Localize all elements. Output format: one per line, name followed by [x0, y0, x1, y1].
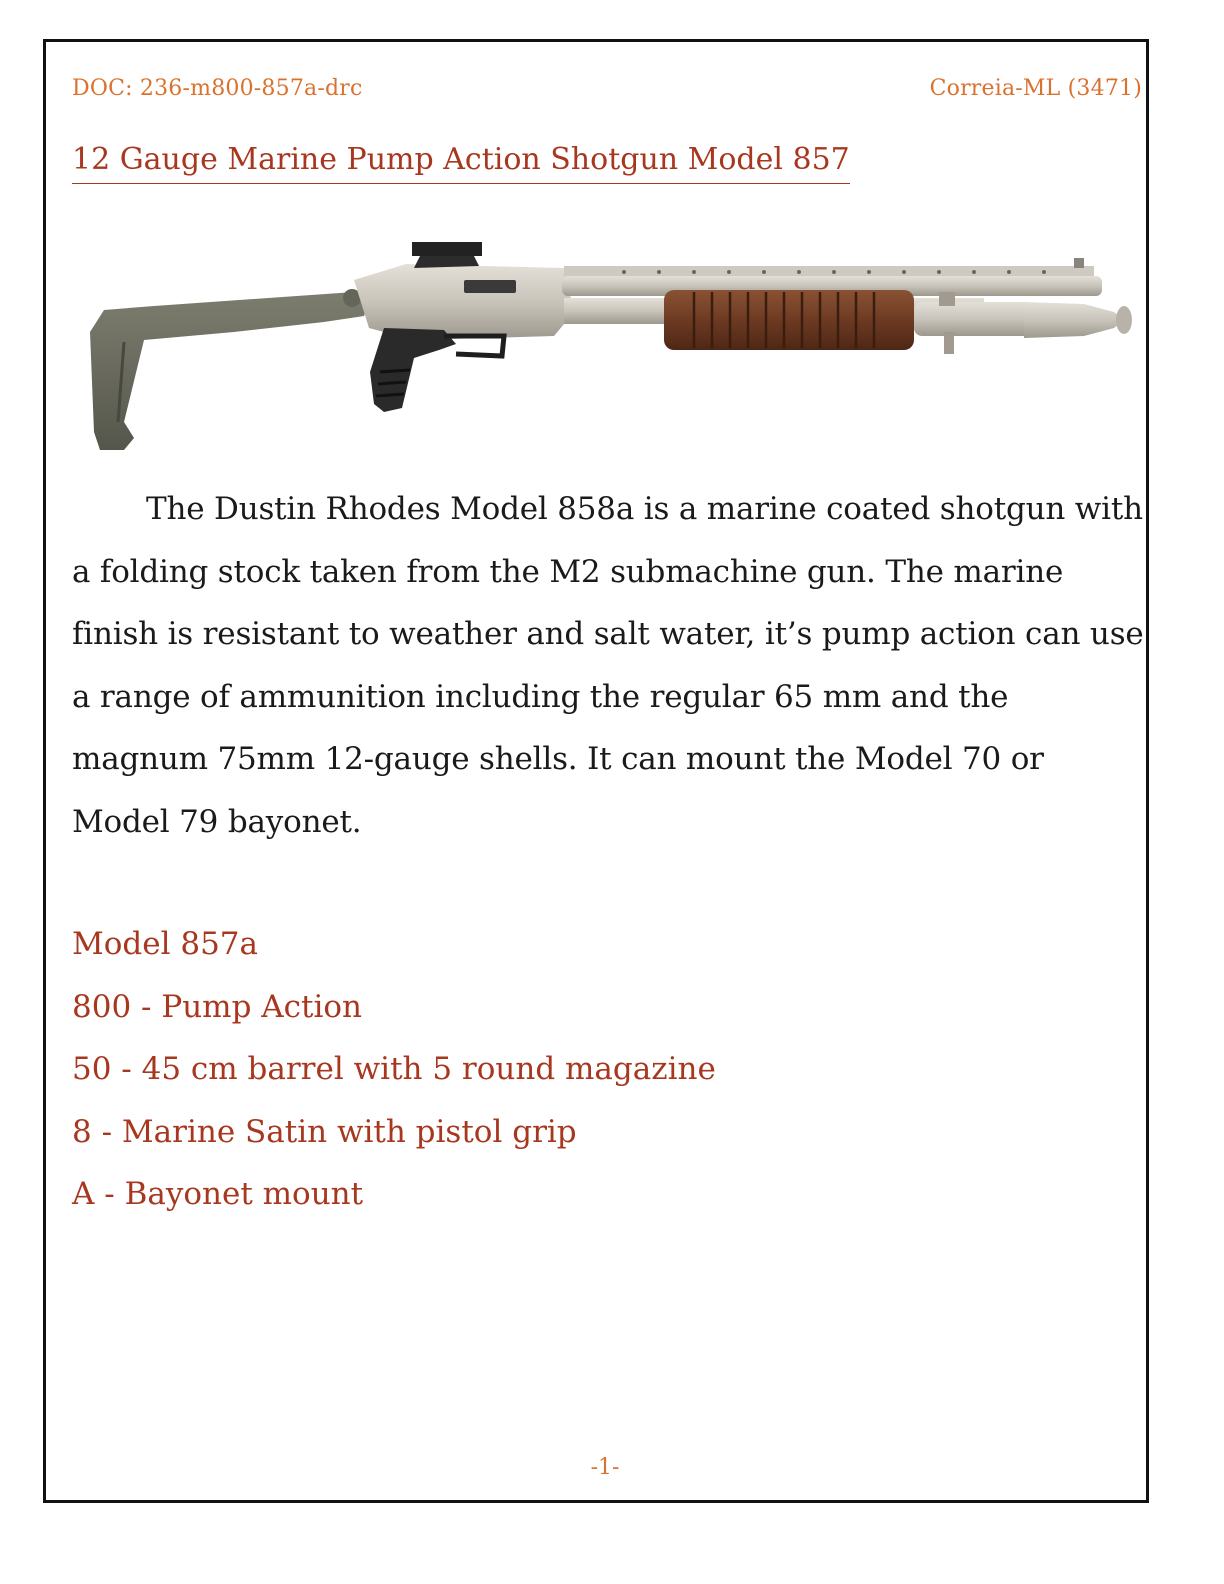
spec-list	[72, 913, 716, 1226]
page-title: 12 Gauge Marine Pump Action Shotgun Model 857	[72, 142, 850, 184]
author-id: Correia-ML (3471)	[929, 76, 1142, 101]
spec-item-barrel: 50 - 45 cm barrel with 5 round magazine	[72, 1051, 716, 1087]
spec-item-model: Model 857a	[72, 926, 259, 962]
shotgun-illustration	[84, 232, 1144, 462]
spec-item-mount: A - Bayonet mount	[72, 1176, 364, 1212]
description-paragraph: The Dustin Rhodes Model 858a is a marine coated shotgun with a folding stock taken from the M2 submachine gun. The marine finish is resistant to weather and salt water, it’s pump action can use a range of ammunition including the regular 65 mm and the magnum 75mm 12-gauge shells. It can mount the Model 70 or Model 79 bayonet.	[72, 491, 1144, 840]
doc-id: DOC: 236-m800-857a-drc	[72, 76, 363, 101]
page-number: -1-	[590, 1455, 620, 1480]
spec-item-finish: 8 - Marine Satin with pistol grip	[72, 1113, 577, 1150]
spec-item-action: 800 - Pump Action	[72, 988, 363, 1025]
